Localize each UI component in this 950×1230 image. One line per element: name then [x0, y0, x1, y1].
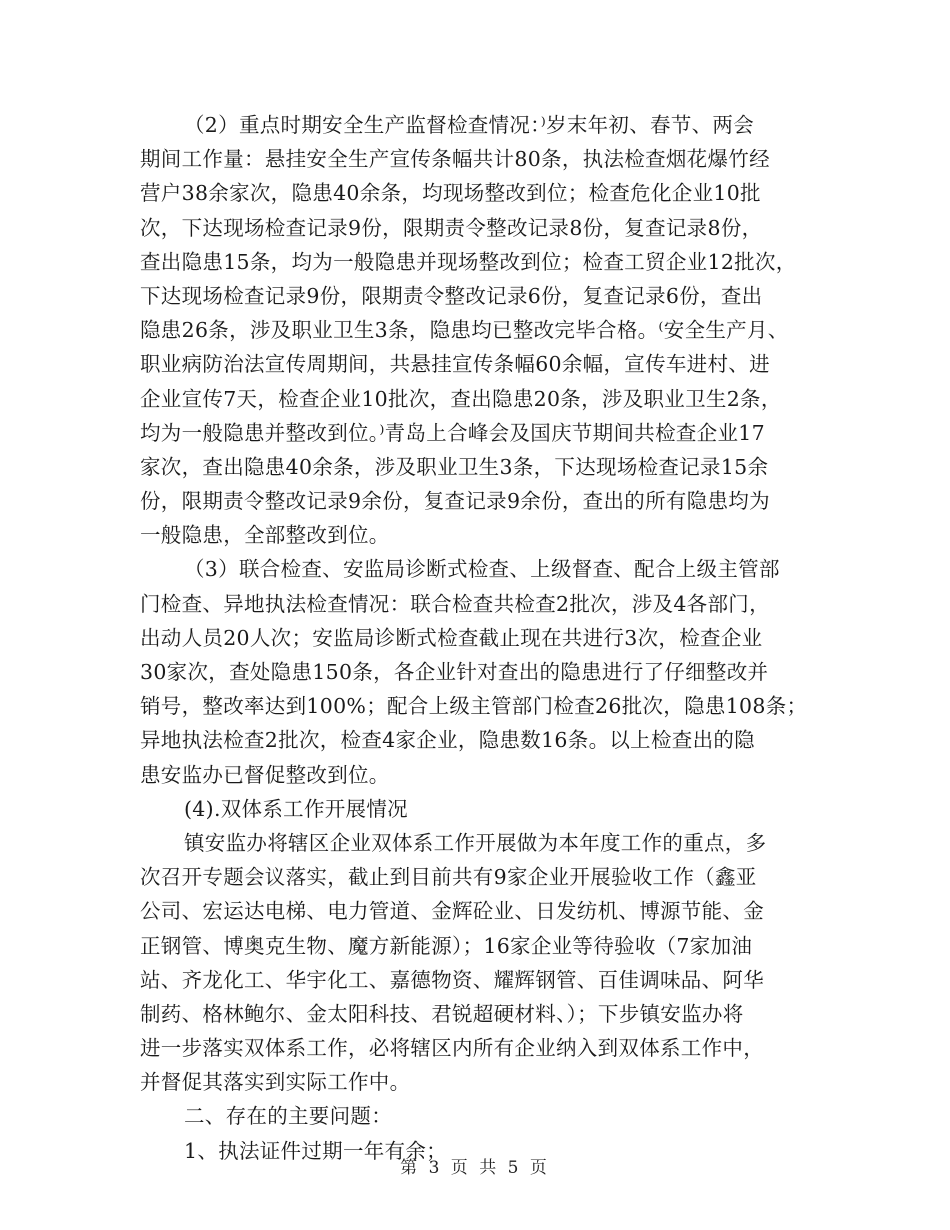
para-joint-inspection	[140, 552, 816, 791]
section-heading: (4).双体系工作开展情况	[184, 796, 408, 821]
text-line: 门检查、异地执法检查情况：联合检查共检查2批次，涉及4各部门，	[140, 591, 770, 616]
text-line: 制药、格林鲍尔、金太阳科技、君锐超硬材料、）；下步镇安监办将	[140, 1001, 744, 1026]
text-line: 职业病防治法宣传周期间，共悬挂宣传条幅60余幅，宣传车进村、进	[140, 352, 770, 377]
text-line: 并督促其落实到实际工作中。	[140, 1070, 411, 1095]
section-main-problems-heading	[140, 1099, 816, 1133]
page-number-footer: 第 3 页 共 5 页	[400, 1158, 550, 1178]
text-line: 份，限期责令整改记录9余份，复查记录9余份，查出的所有隐患均为	[140, 489, 770, 514]
text-line: 公司、宏运达电梯、电力管道、金辉砼业、日发纺机、博源节能、金	[140, 899, 764, 924]
para-dual-system-body	[140, 826, 816, 1100]
text-line: 期间工作量：悬挂安全生产宣传条幅共计80条，执法检查烟花爆竹经	[140, 147, 770, 172]
text-line: 正钢管、博奥克生物、魔方新能源）；16家企业等待验收（7家加油	[140, 933, 753, 958]
text-line: （3）联合检查、安监局诊断式检查、上级督查、配合上级主管部	[184, 557, 780, 582]
text-line: 均为一般隐患并整改到位。⁾青岛上合峰会及国庆节期间共检查企业17	[140, 420, 765, 445]
text-line: 患安监办已督促整改到位。	[140, 762, 390, 787]
list-item: 1、执法证件过期一年有余；	[184, 1138, 447, 1163]
text-line: 一般隐患，全部整改到位。	[140, 523, 390, 548]
text-line: 查出隐患15条，均为一般隐患并现场整改到位；检查工贸企业12批次，	[140, 249, 797, 274]
text-line: 异地执法检查2批次，检查4家企业，隐患数16条。以上检查出的隐	[140, 728, 755, 753]
text-line: 下达现场检查记录9份，限期责令整改记录6份，复查记录6份，查出	[140, 283, 763, 308]
text-line: 营户38余家次，隐患40余条，均现场整改到位；检查危化企业10批	[140, 181, 761, 206]
document-body	[140, 108, 816, 1168]
section-heading: 二、存在的主要问题：	[184, 1104, 392, 1129]
text-line: 进一步落实双体系工作，必将辖区内所有企业纳入到双体系工作中，	[140, 1036, 764, 1061]
text-line: 次，下达现场检查记录9份，限期责令整改记录8份，复查记录8份，	[140, 215, 763, 240]
para-dual-system-heading	[140, 792, 816, 826]
text-line: 销号，整改率达到100%；配合上级主管部门检查26批次，隐患108条；	[140, 694, 808, 719]
text-line: 隐患26条，涉及职业卫生3条，隐患均已整改完毕合格。⁽安全生产月、	[140, 318, 789, 343]
text-line: 镇安监办将辖区企业双体系工作开展做为本年度工作的重点，多	[184, 830, 767, 855]
text-line: （2）重点时期安全生产监督检查情况：⁾岁末年初、春节、两会	[184, 113, 755, 137]
text-line: 站、齐龙化工、华宇化工、嘉德物资、耀辉钢管、百佳调味品、阿华	[140, 967, 764, 992]
text-line: 出动人员20人次；安监局诊断式检查截止现在共进行3次，检查企业	[140, 625, 763, 650]
text-line: 家次，查出隐患40余条，涉及职业卫生3条，下达现场检查记录15余	[140, 454, 769, 479]
text-line: 次召开专题会议落实，截止到目前共有9家企业开展验收工作（鑫亚	[140, 865, 757, 890]
text-line: 30家次，查处隐患150条，各企业针对查出的隐患进行了仔细整改并	[140, 660, 769, 684]
para-key-period-inspection	[140, 108, 816, 552]
text-line: 企业宣传7天，检查企业10批次，查出隐患20条，涉及职业卫生2条，	[140, 386, 782, 411]
